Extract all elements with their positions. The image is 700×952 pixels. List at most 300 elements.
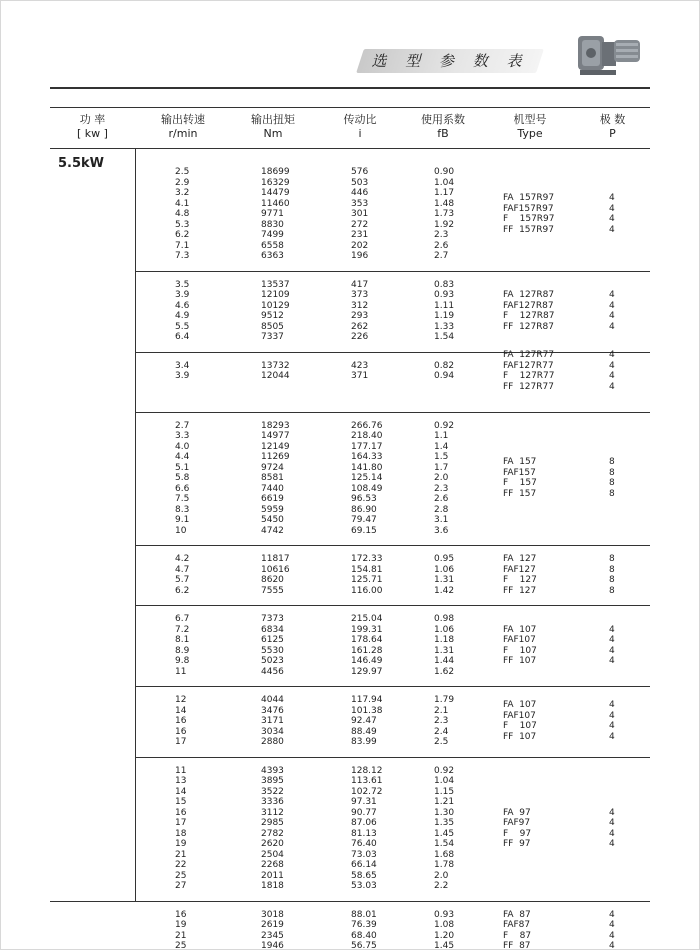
- table-cell: 12149: [261, 441, 290, 452]
- header-label: 输出转速: [161, 113, 205, 126]
- table-cell: 3.9: [175, 290, 190, 300]
- model-type: FA 157R97: [503, 193, 555, 204]
- table-cell: 2345: [261, 930, 284, 941]
- table-cell: 6.2: [175, 585, 190, 596]
- table-cell: 69.15: [351, 525, 377, 536]
- group-separator: [135, 757, 650, 758]
- table-cell: 15: [175, 797, 187, 807]
- type-column: [503, 290, 555, 332]
- model-type: FA 127R87: [503, 290, 555, 300]
- table-cell: 101.38: [351, 705, 383, 716]
- speed-column: [175, 361, 189, 382]
- model-type: FA 127: [503, 554, 537, 564]
- table-cell: 1.04: [434, 177, 455, 188]
- table-cell: 90.77: [351, 807, 377, 818]
- table-cell: 312: [351, 300, 369, 311]
- table-cell: 14977: [261, 431, 290, 441]
- table-cell: 5.1: [175, 462, 190, 473]
- table-cell: 87.06: [351, 818, 377, 828]
- table-cell: 27: [175, 881, 187, 891]
- table-cell: 7.3: [175, 251, 190, 261]
- table-cell: 5023: [261, 656, 284, 666]
- table-cell: 5.8: [175, 473, 190, 483]
- table-cell: 12109: [261, 290, 290, 300]
- table-cell: 97.31: [351, 797, 377, 807]
- table-cell: 9512: [261, 311, 284, 321]
- table-cell: 172.33: [351, 554, 383, 564]
- model-type: FF 87: [503, 941, 531, 951]
- table-cell: 576: [351, 167, 369, 177]
- model-type: FA 107: [503, 700, 537, 711]
- table-cell: 58.65: [351, 870, 377, 881]
- table-cell: 177.17: [351, 441, 383, 452]
- table-cell: 56.75: [351, 941, 377, 951]
- table-cell: 0.94: [434, 371, 455, 381]
- table-cell: 1.30: [434, 807, 455, 818]
- pole-count: 4: [609, 807, 615, 818]
- table-cell: 154.81: [351, 564, 383, 575]
- table-cell: 1.08: [434, 920, 455, 930]
- pole-count: 8: [609, 585, 615, 596]
- table-cell: 2504: [261, 849, 284, 860]
- ratio-column: [351, 614, 383, 677]
- service-factor-column: [434, 695, 454, 748]
- table-cell: 3.6: [434, 525, 449, 536]
- pole-count: 8: [609, 478, 615, 489]
- model-type: FAF87: [503, 920, 531, 930]
- table-cell: 2.4: [434, 726, 449, 737]
- table-cell: 92.47: [351, 716, 377, 726]
- table-cell: 16: [175, 726, 187, 737]
- table-cell: 1.15: [434, 786, 455, 797]
- table-cell: 301: [351, 209, 369, 219]
- title-banner: [360, 49, 540, 73]
- table-cell: 2880: [261, 737, 284, 747]
- model-type: F 127R77: [503, 371, 555, 381]
- table-cell: 8620: [261, 575, 284, 585]
- torque-column: [261, 554, 290, 596]
- table-cell: 11: [175, 765, 187, 776]
- model-type: FF 157R97: [503, 224, 554, 235]
- table-cell: 1.45: [434, 828, 455, 839]
- type-column: [503, 457, 537, 499]
- model-type: F 127: [503, 575, 537, 585]
- table-cell: 373: [351, 290, 369, 300]
- table-cell: 128.12: [351, 765, 383, 776]
- table-cell: 3476: [261, 705, 284, 716]
- table-cell: 86.90: [351, 504, 377, 515]
- table-cell: 6125: [261, 635, 284, 645]
- table-cell: 0.95: [434, 554, 455, 564]
- table-cell: 5450: [261, 515, 284, 525]
- model-type: FAF127: [503, 564, 536, 575]
- pole-count: 4: [609, 721, 615, 732]
- table-cell: 231: [351, 230, 369, 240]
- pole-count: 8: [609, 457, 615, 468]
- model-type: F 87: [503, 930, 532, 941]
- table-cell: 12: [175, 695, 187, 705]
- model-type: FA 107: [503, 624, 537, 635]
- table-cell: 13: [175, 776, 187, 786]
- table-cell: 6619: [261, 494, 284, 504]
- pole-count: 4: [609, 930, 615, 941]
- pole-count: 8: [609, 488, 615, 499]
- pole-count: 8: [609, 554, 615, 564]
- table-cell: 5959: [261, 504, 284, 515]
- table-cell: 4742: [261, 525, 284, 536]
- model-type: FA 127R77: [503, 350, 555, 360]
- pole-count: 4: [609, 300, 615, 311]
- table-cell: 113.61: [351, 776, 383, 786]
- group-separator: [135, 901, 650, 902]
- table-cell: 83.99: [351, 737, 377, 747]
- table-cell: 21: [175, 849, 187, 860]
- service-factor-column: [434, 167, 454, 262]
- table-cell: 1.31: [434, 575, 455, 585]
- model-type: F 107: [503, 645, 537, 656]
- table-cell: 2985: [261, 818, 284, 828]
- page-title: 选 型 参 数 表: [371, 52, 529, 70]
- table-cell: 1818: [261, 881, 284, 891]
- table-cell: 199.31: [351, 624, 383, 635]
- speed-column: [175, 280, 189, 343]
- table-cell: 161.28: [351, 645, 383, 656]
- header-label: 极 数: [599, 113, 626, 126]
- table-cell: 2.0: [434, 870, 449, 881]
- table-cell: 18293: [261, 420, 290, 431]
- table-cell: 79.47: [351, 515, 377, 525]
- table-cell: 7.5: [175, 494, 190, 504]
- header-service-factor: [408, 113, 478, 141]
- table-cell: 1.45: [434, 941, 455, 951]
- table-cell: 3.1: [434, 515, 449, 525]
- model-type: FAF157R97: [503, 203, 554, 214]
- pole-count: 4: [609, 828, 615, 839]
- table-cell: 2011: [261, 870, 284, 881]
- table-cell: 7337: [261, 332, 284, 342]
- table-cell: 18: [175, 828, 187, 839]
- header-unit: Type: [517, 127, 543, 140]
- table-cell: 88.01: [351, 909, 377, 920]
- table-cell: 5.3: [175, 219, 190, 230]
- model-type: F 97: [503, 828, 532, 839]
- model-type: F 127R87: [503, 311, 555, 321]
- model-type: FF 157: [503, 488, 537, 499]
- pole-count: 8: [609, 575, 615, 585]
- pole-count: 4: [609, 656, 615, 666]
- table-cell: 0.93: [434, 909, 455, 920]
- table-cell: 0.93: [434, 290, 455, 300]
- group-separator: [135, 545, 650, 546]
- table-cell: 503: [351, 177, 369, 188]
- pole-count: 8: [609, 564, 615, 575]
- model-type: FAF127R77: [503, 360, 554, 371]
- table-cell: 11: [175, 666, 187, 677]
- model-type: F 107: [503, 721, 537, 732]
- table-cell: 2782: [261, 828, 284, 839]
- table-cell: 0.92: [434, 765, 455, 776]
- table-cell: 1.78: [434, 860, 455, 870]
- header-speed: [148, 113, 218, 141]
- pole-count: 4: [609, 941, 615, 951]
- ratio-column: [351, 421, 383, 537]
- table-cell: 1.1: [434, 431, 449, 441]
- table-cell: 7.2: [175, 624, 190, 635]
- header-poles: [580, 113, 645, 141]
- table-cell: 9.1: [175, 515, 190, 525]
- pole-count: 4: [609, 381, 615, 392]
- table-cell: 2.5: [434, 737, 449, 747]
- table-cell: 1.92: [434, 219, 455, 230]
- pole-count: 4: [609, 350, 615, 360]
- table-cell: 272: [351, 219, 369, 230]
- table-cell: 2.3: [434, 483, 449, 494]
- torque-column: [261, 280, 290, 343]
- header-ratio: [325, 113, 395, 141]
- group-separator: [135, 605, 650, 606]
- table-cell: 7499: [261, 230, 284, 240]
- table-cell: 4044: [261, 695, 284, 705]
- table-cell: 1.79: [434, 695, 455, 705]
- pole-count: 4: [609, 321, 615, 332]
- header-type: [490, 113, 570, 141]
- table-cell: 6.6: [175, 483, 190, 494]
- model-type: FA 97: [503, 807, 531, 818]
- ratio-column: [351, 280, 368, 343]
- table-cell: 0.90: [434, 167, 455, 177]
- poles-column: [609, 910, 615, 952]
- model-type: FF 107: [503, 656, 537, 666]
- table-cell: 371: [351, 371, 369, 381]
- service-factor-column: [434, 614, 454, 677]
- table-cell: 16: [175, 807, 187, 818]
- table-cell: 1.17: [434, 188, 455, 198]
- table-cell: 9.8: [175, 656, 190, 666]
- model-type: F 157: [503, 478, 537, 489]
- table-cell: 3112: [261, 807, 284, 818]
- table-cell: 1.33: [434, 321, 455, 332]
- table-cell: 11269: [261, 452, 290, 462]
- poles-column: [609, 290, 615, 332]
- pole-count: 4: [609, 818, 615, 828]
- table-header: [50, 108, 650, 149]
- pole-count: 4: [609, 645, 615, 656]
- table-cell: 202: [351, 240, 369, 251]
- table-cell: 2.9: [175, 177, 190, 188]
- poles-column: [609, 350, 615, 392]
- table-cell: 1.62: [434, 666, 455, 677]
- table-cell: 11460: [261, 198, 290, 209]
- model-type: FF 127R87: [503, 321, 554, 332]
- table-cell: 2.3: [434, 716, 449, 726]
- pole-count: 4: [609, 311, 615, 321]
- header-label: 机型号: [513, 113, 547, 126]
- table-cell: 125.14: [351, 473, 383, 483]
- table-cell: 1.4: [434, 441, 449, 452]
- model-type: FF 127R77: [503, 381, 554, 392]
- table-cell: 4.6: [175, 300, 190, 311]
- table-cell: 9771: [261, 209, 284, 219]
- pole-count: 4: [609, 700, 615, 711]
- table-cell: 6.7: [175, 614, 190, 624]
- torque-column: [261, 167, 290, 262]
- pole-count: 4: [609, 214, 615, 225]
- table-cell: 2.1: [434, 705, 449, 716]
- model-type: FF 107: [503, 731, 537, 742]
- speed-column: [175, 554, 189, 596]
- table-cell: 19: [175, 920, 187, 930]
- header-unit: i: [358, 127, 362, 140]
- model-type: FAF127R87: [503, 300, 554, 311]
- table-cell: 8.9: [175, 645, 190, 656]
- table-cell: 1.7: [434, 462, 449, 473]
- service-factor-column: [434, 361, 454, 382]
- pole-count: 4: [609, 624, 615, 635]
- table-cell: 2.8: [434, 504, 449, 515]
- table-cell: 2.6: [434, 494, 449, 504]
- table-cell: 446: [351, 188, 369, 198]
- table-cell: 6834: [261, 624, 284, 635]
- table-cell: 4.0: [175, 441, 190, 452]
- group-separator: [135, 686, 650, 687]
- table-cell: 19: [175, 839, 187, 849]
- table-cell: 0.92: [434, 420, 455, 431]
- poles-column: [609, 625, 615, 667]
- table-cell: 196: [351, 251, 369, 261]
- table-cell: 4.4: [175, 452, 190, 462]
- speed-column: [175, 614, 189, 677]
- pole-count: 8: [609, 467, 615, 478]
- table-cell: 108.49: [351, 483, 383, 494]
- selection-table: [50, 107, 650, 951]
- table-cell: 25: [175, 870, 187, 881]
- table-cell: 5.5: [175, 321, 190, 332]
- table-cell: 178.64: [351, 635, 383, 645]
- model-type: FAF107: [503, 710, 536, 721]
- table-cell: 14: [175, 786, 187, 797]
- pole-count: 4: [609, 203, 615, 214]
- table-cell: 4393: [261, 765, 284, 776]
- table-cell: 12044: [261, 371, 290, 381]
- table-cell: 0.82: [434, 360, 455, 371]
- table-cell: 1.31: [434, 645, 455, 656]
- table-cell: 262: [351, 321, 369, 332]
- table-cell: 6.2: [175, 230, 190, 240]
- pole-count: 4: [609, 839, 615, 849]
- model-type: FAF97: [503, 818, 531, 828]
- pole-count: 4: [609, 731, 615, 742]
- table-cell: 215.04: [351, 614, 383, 624]
- gear-reducer-icon: [576, 30, 644, 78]
- model-type: FF 127: [503, 585, 537, 596]
- table-cell: 10616: [261, 564, 290, 575]
- table-cell: 8505: [261, 321, 284, 332]
- ratio-column: [351, 910, 377, 952]
- table-cell: 2.0: [434, 473, 449, 483]
- table-cell: 9724: [261, 462, 284, 473]
- table-cell: 18699: [261, 167, 290, 177]
- table-cell: 117.94: [351, 695, 383, 705]
- table-cell: 4.1: [175, 198, 190, 209]
- header-unit: r/min: [168, 127, 198, 140]
- table-cell: 1.73: [434, 209, 455, 219]
- table-cell: 146.49: [351, 656, 383, 666]
- table-cell: 3.9: [175, 371, 190, 381]
- header-torque: [238, 113, 308, 141]
- table-cell: 4.8: [175, 209, 190, 219]
- table-cell: 53.03: [351, 881, 377, 891]
- table-cell: 1.20: [434, 930, 455, 941]
- table-cell: 1.18: [434, 635, 455, 645]
- table-cell: 141.80: [351, 462, 383, 473]
- column-divider: [135, 148, 136, 901]
- header-label: 使用系数: [421, 113, 465, 126]
- speed-column: [175, 910, 186, 952]
- table-cell: 0.98: [434, 614, 455, 624]
- speed-column: [175, 695, 186, 748]
- table-cell: 8830: [261, 219, 284, 230]
- table-cell: 5.7: [175, 575, 190, 585]
- speed-column: [175, 167, 189, 262]
- table-cell: 1.68: [434, 849, 455, 860]
- poles-column: [609, 808, 615, 850]
- table-cell: 6558: [261, 240, 284, 251]
- pole-count: 4: [609, 710, 615, 721]
- header-label: 功 率: [79, 113, 106, 126]
- table-cell: 3.3: [175, 431, 190, 441]
- pole-count: 4: [609, 371, 615, 381]
- table-cell: 17: [175, 818, 187, 828]
- torque-column: [261, 361, 290, 382]
- table-cell: 68.40: [351, 930, 377, 941]
- group-separator: [135, 271, 650, 272]
- table-cell: 1.42: [434, 585, 455, 596]
- table-cell: 423: [351, 360, 369, 371]
- table-cell: 88.49: [351, 726, 377, 737]
- table-cell: 129.97: [351, 666, 383, 677]
- header-unit: fB: [437, 127, 449, 140]
- table-cell: 13732: [261, 360, 290, 371]
- table-cell: 1.5: [434, 452, 449, 462]
- header-power: [50, 113, 135, 141]
- table-cell: 73.03: [351, 849, 377, 860]
- table-cell: 21: [175, 930, 187, 941]
- table-cell: 2.2: [434, 881, 449, 891]
- type-column: [503, 625, 537, 667]
- table-cell: 1.48: [434, 198, 455, 209]
- header-unit: [ kw ]: [77, 127, 108, 140]
- pole-count: 4: [609, 360, 615, 371]
- table-cell: 226: [351, 332, 369, 342]
- table-cell: 3336: [261, 797, 284, 807]
- table-cell: 1.11: [434, 300, 455, 311]
- table-cell: 102.72: [351, 786, 383, 797]
- table-cell: 76.39: [351, 920, 377, 930]
- header-unit: P: [609, 127, 616, 140]
- header-unit: Nm: [263, 127, 283, 140]
- poles-column: [609, 193, 615, 235]
- type-column: [503, 700, 537, 742]
- group-separator: [135, 412, 650, 413]
- table-cell: 17: [175, 737, 187, 747]
- model-type: FA 157: [503, 457, 537, 468]
- table-cell: 76.40: [351, 839, 377, 849]
- table-cell: 3018: [261, 909, 284, 920]
- pole-count: 4: [609, 290, 615, 300]
- table-cell: 1.54: [434, 332, 455, 342]
- table-cell: 22: [175, 860, 187, 870]
- model-type: FAF157: [503, 467, 536, 478]
